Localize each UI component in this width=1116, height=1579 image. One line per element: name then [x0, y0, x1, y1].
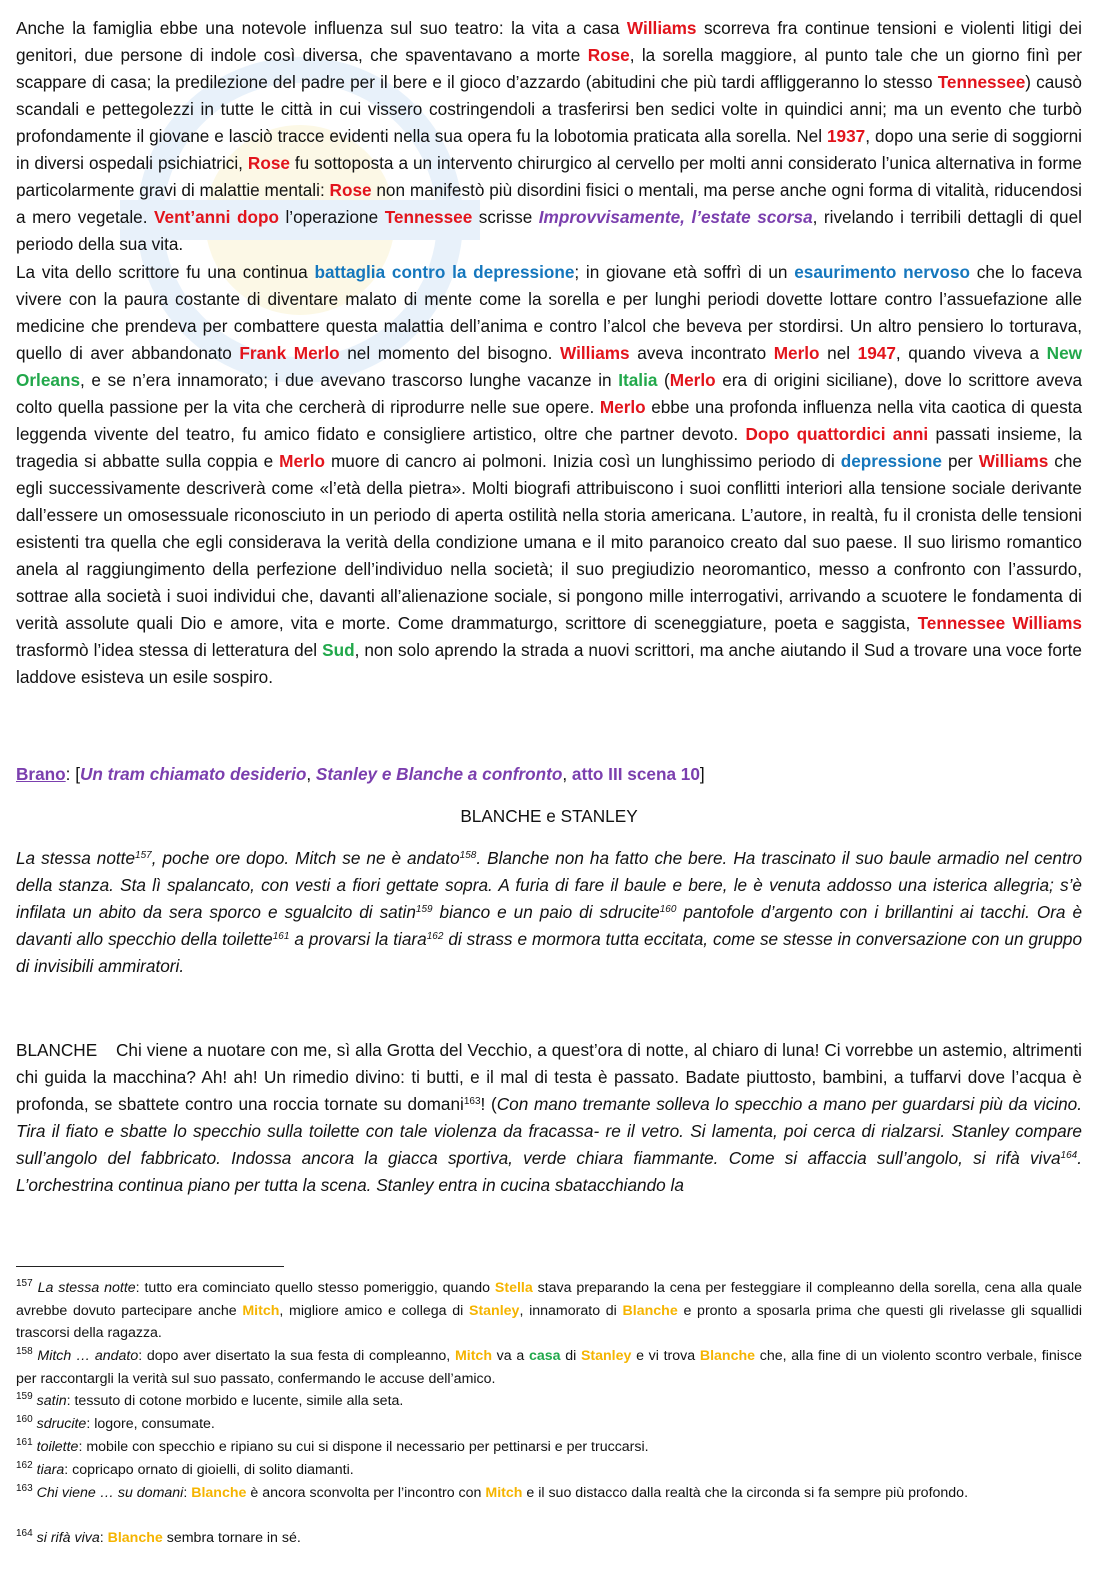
- footnote-number: 160: [16, 1414, 33, 1425]
- name-williams: Williams: [626, 18, 697, 38]
- footnote-term: Chi viene … su domani: [36, 1485, 184, 1501]
- text-run: e vi trova: [631, 1348, 700, 1364]
- brano-label: Brano: [16, 764, 66, 784]
- name-rose: Rose: [587, 45, 630, 65]
- text-run: ; in giovane età soffrì di un: [574, 262, 795, 282]
- place-new-orleans: New Orleans: [16, 343, 1082, 390]
- footnote-ref-160[interactable]: 160: [659, 904, 677, 915]
- highlight-ventanni: Vent’anni dopo: [154, 207, 279, 227]
- text-run: stava preparando la cena per festeggiare il compleanno della sorella, cena alla quale avrebbe dovuto partecipare anche: [16, 1280, 1082, 1319]
- name-merlo: Merlo: [773, 343, 820, 363]
- footnote-ref-159[interactable]: 159: [415, 904, 433, 915]
- footnote-ref-157[interactable]: 157: [135, 850, 152, 861]
- footnote-term: satin: [36, 1393, 67, 1409]
- text-run: :: [183, 1485, 192, 1501]
- text-run: pantofole d’argento con i brillantini ai tacchi. Ora è davanti allo specchio della toilette: [16, 902, 1083, 949]
- text-run: e il suo distacco dalla realtà che la circonda si fa sempre più profondo.: [522, 1485, 969, 1501]
- text-run: , dopo una serie di soggiorni in diversi ospedali psichiatrici,: [16, 126, 1082, 173]
- text-run: : tutto era cominciato quello stesso pomeriggio, quando: [135, 1280, 495, 1296]
- text-run: . Blanche non ha fatto che bere. Ha trascinato il suo baule armadio nel centro della stanza. Sta lì spalancato, con vesti a fiori gettate sopra. A furia di fare il baule e bere, le è venuta addosso una isterica allegria; s’è infilata un abito da sera sporco e sgualcito di satin: [16, 848, 1083, 922]
- footnote-159: [16, 1390, 1082, 1413]
- footnote-term: sdrucite: [36, 1416, 87, 1432]
- text-run: , rivelando i terribili dettagli di quel periodo della sua vita.: [16, 207, 1082, 254]
- footnote-ref-163[interactable]: 163: [463, 1096, 481, 1107]
- text-run: :: [99, 1530, 108, 1546]
- text-run: , quando viveva a: [895, 343, 1047, 363]
- name-blanche: Blanche: [107, 1530, 163, 1546]
- footnote-number: 163: [16, 1483, 33, 1494]
- text-run: , innamorato di: [519, 1302, 623, 1319]
- text-run: è ancora sconvolta per l’incontro con: [246, 1485, 486, 1501]
- brano-act: atto III scena 10: [571, 764, 700, 784]
- footnote-161: [16, 1436, 1082, 1459]
- text-run: per: [941, 451, 979, 471]
- name-stanley: Stanley: [468, 1302, 520, 1319]
- footnote-ref-161[interactable]: 161: [272, 931, 290, 942]
- text-run: , poche ore dopo. Mitch se ne è andato: [151, 848, 460, 868]
- text-run: ! (: [480, 1094, 497, 1114]
- name-blanche: Blanche: [699, 1348, 756, 1364]
- text-run: Anche la famiglia ebbe una notevole influenza sul suo teatro: la vita a casa: [16, 18, 627, 38]
- speaker-name: BLANCHE: [16, 1040, 98, 1060]
- text-run: sembra tornare in sé.: [162, 1530, 301, 1546]
- name-tennessee: Tennessee: [384, 207, 473, 227]
- footnote-157: [16, 1277, 1082, 1345]
- footnote-term: si rifà viva: [36, 1530, 100, 1546]
- name-tennessee-williams: Tennessee Williams: [917, 613, 1082, 633]
- footnote-term: Mitch … andato: [37, 1348, 139, 1364]
- brano-heading: [16, 761, 1082, 788]
- name-tennessee: Tennessee: [937, 72, 1026, 92]
- text-run: era di origini siciliane), dove lo scrittore aveva colto quella passione per la vita che cercherà di riprodurre nelle sue opere.: [16, 370, 1083, 417]
- text-run: ,: [306, 764, 316, 784]
- text-run: , e se n’era innamorato; i due avevano trascorso lunghe vacanze in: [80, 370, 619, 390]
- name-merlo: Merlo: [279, 451, 325, 471]
- text-run: : [: [65, 764, 80, 784]
- scene-heading: BLANCHE e STANLEY: [460, 806, 638, 826]
- paragraph-depression: [16, 259, 1082, 691]
- year-1937: 1937: [827, 126, 866, 146]
- name-rose: Rose: [247, 153, 290, 173]
- footnote-162: [16, 1459, 1082, 1482]
- footnote-number: 157: [16, 1278, 33, 1289]
- name-stanley: Stanley: [580, 1348, 632, 1364]
- text-run: passati insieme, la tragedia si abbatte sulla coppia e: [16, 424, 1082, 471]
- text-run: di strass e mormora tutta eccitata, come se stesse in conversazione con un gruppo di invisibili ammiratori.: [16, 929, 1083, 976]
- footnote-160: [16, 1413, 1082, 1436]
- footnote-term: tiara: [36, 1462, 65, 1478]
- text-run: (: [657, 370, 670, 390]
- highlight-depressione: depressione: [840, 451, 942, 471]
- footnote-ref-162[interactable]: 162: [426, 931, 444, 942]
- brano-subtitle: Stanley e Blanche a confronto: [315, 764, 563, 784]
- work-title-improvvisamente: Improvvisamente, l’estate scorsa: [538, 207, 813, 227]
- year-1947: 1947: [857, 343, 896, 363]
- footnote-164: [16, 1527, 1082, 1550]
- text-run: va a: [491, 1348, 529, 1364]
- text-run: scrisse: [472, 207, 539, 227]
- footnote-ref-158[interactable]: 158: [459, 850, 477, 861]
- text-run: . L’orchestrina continua piano per tutta la scena. Stanley entra in cucina sbatacchiando la: [16, 1148, 1082, 1195]
- text-run: che egli successivamente descriverà come «l’età della pietra». Molti biografi attribuiscono i suoi conflitti interiori alla tensione sociale derivante dall’essere un omosessuale riconosciuto in un periodo di aperta ostilità nella storia americana. L’autore, in realtà, fu il cronista delle tensioni esistenti tra quella che egli considerava la verità della condizione umana e il mito paranoico creato dal suo paese. Il suo lirismo romantico anela al raggiungimento della perfezione dell’individuo nella società; il suo pregiudizio neoromantico, messo a confronto con l’assurdo, sottrae alla società i suoi individui che, davanti all’alienazione sociale, si pongono mille interrogativi, arrivando a scuotere le fondamenta di verità assolute quali Dio e amore, vita e morte. Come drammaturgo, scrittore di sceneggiature, poeta e saggista,: [16, 451, 1082, 633]
- text-run: non manifestò più disordini fisici o mentali, ma perse anche ogni forma di vitalità, riducendosi a mero vegetale.: [16, 180, 1082, 227]
- highlight-dopo-quattordici: Dopo quattordici anni: [745, 424, 929, 444]
- text-run: a provarsi la tiara: [289, 929, 427, 949]
- text-run: e pronto a sposarla prima che questi gli rivelasse gli squallidi trascorsi della ragazza.: [16, 1302, 1083, 1341]
- name-mitch: Mitch: [242, 1302, 280, 1319]
- text-run: : logore, consumate.: [86, 1416, 215, 1432]
- footnote-term: La stessa notte: [37, 1280, 136, 1296]
- text-run: muore di cancro ai polmoni. Inizia così un lunghissimo periodo di: [325, 451, 841, 471]
- text-run: : tessuto di cotone morbido e lucente, simile alla seta.: [66, 1393, 404, 1409]
- text-run: , la sorella maggiore, al punto tale che un giorno finì per scappare di casa; la predilezione del padre per il bere e il gioco d’azzardo (abitudini che più tardi affliggeranno lo stesso: [16, 45, 1082, 92]
- text-run: ,: [562, 764, 572, 784]
- text-run: trasformò l’idea stessa di letteratura del: [16, 640, 323, 660]
- footnote-ref-164[interactable]: 164: [1060, 1150, 1078, 1161]
- name-williams: Williams: [978, 451, 1049, 471]
- footnote-number: 161: [16, 1437, 33, 1448]
- footnote-divider: [16, 1266, 284, 1267]
- text-run: La stessa notte: [16, 848, 136, 868]
- text-run: nel momento del bisogno.: [339, 343, 561, 363]
- name-rose: Rose: [329, 180, 372, 200]
- text-run: Con mano tremante solleva lo specchio a mano per guardarsi più da vicino. Tira il fiato e sbatte lo specchio sulla toilette con tale violenza da fracassa- re il vetro. Si lamenta, poi cerca di rialzarsi. Stanley compare sull’angolo del fabbricato. Indossa ancora la giacca sportiva, verde chiara fiammante. Come si affaccia sull’angolo, si rifà viva: [16, 1094, 1083, 1168]
- text-run: l’operazione: [278, 207, 385, 227]
- footnote-number: 159: [16, 1391, 33, 1402]
- text-run: ebbe una profonda influenza nella vita caotica di questa leggenda vivente del teatro, fu amico fidato e consigliere artistico, oltre che partner devoto.: [16, 397, 1083, 444]
- highlight-esaurimento: esaurimento nervoso: [794, 262, 971, 282]
- text-run: scorreva fra continue tensioni e violenti litigi dei genitori, due persone di indole così diversa, che spaventavano a morte: [16, 18, 1082, 65]
- text-run: bianco e un paio di sdrucite: [432, 902, 660, 922]
- text-run: , migliore amico e collega di: [279, 1302, 469, 1319]
- text-run: , non solo aprendo la strada a nuovi scrittori, ma anche aiutando il Sud a trovare una voce forte laddove esisteva un esile sospiro.: [16, 640, 1082, 687]
- name-stella: Stella: [494, 1280, 533, 1296]
- text-run: di: [560, 1348, 581, 1364]
- text-run: che lo faceva vivere con la paura costante di diventare malato di mente come la sorella e per lunghi periodi dovette lottare contro l’assuefazione alle medicine che prendeva per combattere questa malattia dell’anima e contro l’alcol che beveva per stordirsi. Un altro pensiero lo torturava, quello di aver abbandonato: [16, 262, 1082, 363]
- highlight-battaglia: battaglia contro la depressione: [314, 262, 575, 282]
- footnote-number: 158: [16, 1346, 33, 1357]
- place-italia: Italia: [618, 370, 658, 390]
- text-run: La vita dello scrittore fu una continua: [16, 262, 315, 282]
- name-williams: Williams: [560, 343, 630, 363]
- name-merlo: Merlo: [599, 397, 646, 417]
- highlight-casa: casa: [528, 1348, 561, 1364]
- place-sud: Sud: [322, 640, 355, 660]
- brano-title: Un tram chiamato desiderio: [80, 764, 307, 784]
- dialogue-blanche: [16, 1037, 1082, 1199]
- name-merlo: Merlo: [669, 370, 716, 390]
- name-frank-merlo: Frank Merlo: [239, 343, 340, 363]
- text-run: aveva incontrato: [629, 343, 774, 363]
- footnote-163: [16, 1482, 1082, 1505]
- text-run: ) causò scandali e pettegolezzi in tutte le città in cui vissero costringendoli a trasferirsi ben sedici volte in quindici anni; ma un evento che turbò profondamente il giovane e lasciò tracce evidenti nella sua opera fu la lobotomia praticata alla sorella. Nel: [16, 72, 1082, 146]
- name-blanche: Blanche: [622, 1302, 678, 1319]
- text-run: nel: [819, 343, 858, 363]
- text-run: ]: [699, 764, 705, 784]
- text-run: : dopo aver disertato la sua festa di compleanno,: [138, 1348, 455, 1364]
- name-mitch: Mitch: [485, 1485, 523, 1501]
- intro-paragraph-family: [16, 15, 1082, 258]
- name-mitch: Mitch: [454, 1348, 492, 1364]
- footnote-158: [16, 1345, 1082, 1390]
- footnote-number: 164: [16, 1528, 33, 1539]
- text-run: che, alla fine di un violento scontro verbale, finisce per raccontargli la verità sul suo passato, confermando le accuse dell’amico.: [16, 1348, 1082, 1387]
- text-run: fu sottoposta a un intervento chirurgico al cervello per molti anni considerato l’unica alternativa in forme particolarmente gravi di malattie mentali:: [16, 153, 1082, 200]
- footnote-term: toilette: [36, 1439, 79, 1455]
- stage-direction: [16, 845, 1082, 980]
- text-run: Chi viene a nuotare con me, sì alla Grotta del Vecchio, a quest’ora di notte, al chiaro di luna! Ci vorrebbe un astemio, altrimenti chi guida la macchina? Ah! ah! Un rimedio divino: ti butti, e il mal di testa è passato. Badate piuttosto, bambini, a tuffarvi dove l’acqua è profonda, se sbattete contro una roccia tornate su domani: [16, 1040, 1082, 1114]
- name-blanche: Blanche: [191, 1485, 247, 1501]
- footnote-number: 162: [16, 1460, 33, 1471]
- text-run: : mobile con specchio e ripiano su cui si dispone il necessario per pettinarsi e per truccarsi.: [78, 1439, 649, 1455]
- text-run: : copricapo ornato di gioielli, di solito diamanti.: [64, 1462, 354, 1478]
